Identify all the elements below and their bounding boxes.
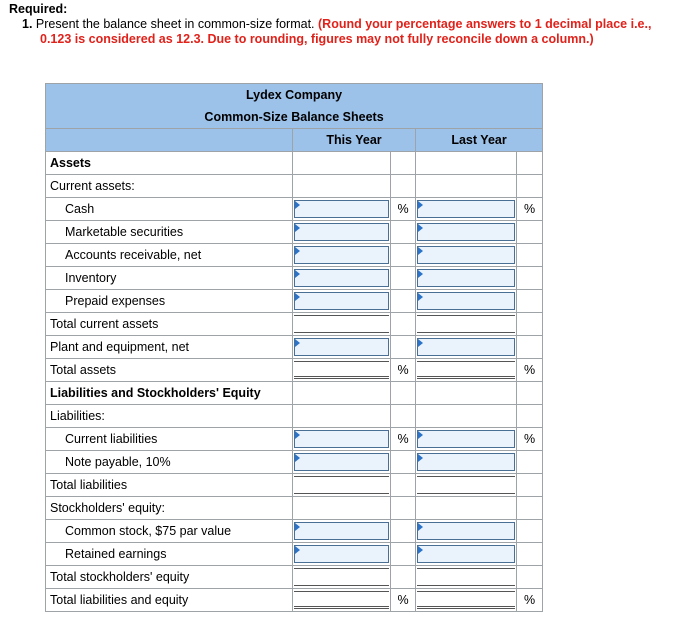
row-label: Common stock, $75 par value (46, 520, 293, 543)
percent-sign: % (517, 589, 543, 612)
row-label: Prepaid expenses (46, 290, 293, 313)
common-size-balance-sheet (45, 83, 543, 612)
row-label: Total liabilities (46, 474, 293, 497)
required-heading: Required: (9, 2, 68, 16)
retained-earnings-this-year-input[interactable] (294, 545, 389, 563)
row-label: Total current assets (46, 313, 293, 336)
row-label: Marketable securities (46, 221, 293, 244)
percent-sign: % (517, 198, 543, 221)
company-name: Lydex Company (46, 84, 543, 107)
percent-sign: % (391, 589, 416, 612)
common-stock-last-year-input[interactable] (417, 522, 515, 540)
cash-this-year-input[interactable] (294, 200, 389, 218)
col-header-this-year: This Year (293, 129, 416, 152)
marketable-securities-this-year-input[interactable] (294, 223, 389, 241)
percent-sign: % (391, 359, 416, 382)
common-stock-this-year-input[interactable] (294, 522, 389, 540)
accounts-receivable-this-year-input[interactable] (294, 246, 389, 264)
row-label: Liabilities: (46, 405, 293, 428)
question-body: Present the balance sheet in common-size format. (35, 17, 315, 31)
total-liabilities-this-year-value (294, 476, 389, 494)
row-label: Liabilities and Stockholders' Equity (46, 382, 293, 405)
marketable-securities-last-year-input[interactable] (417, 223, 515, 241)
total-liabilities-last-year-value (417, 476, 515, 494)
rounding-note: (Round your percentage answers to 1 decimal place i.e., 0.123 is considered as 12.3. Due to rounding, figures may not fully reconcile down a column.) (40, 17, 652, 46)
row-label: Note payable, 10% (46, 451, 293, 474)
total-equity-this-year-value (294, 568, 389, 586)
plant-equipment-last-year-input[interactable] (417, 338, 515, 356)
col-header-last-year: Last Year (416, 129, 543, 152)
row-label: Stockholders' equity: (46, 497, 293, 520)
prepaid-expenses-last-year-input[interactable] (417, 292, 515, 310)
prepaid-expenses-this-year-input[interactable] (294, 292, 389, 310)
row-label: Total stockholders' equity (46, 566, 293, 589)
sheet-title: Common-Size Balance Sheets (46, 106, 543, 129)
total-liabilities-equity-last-year-value (417, 591, 515, 609)
total-assets-this-year-value (294, 361, 389, 379)
current-liabilities-last-year-input[interactable] (417, 430, 515, 448)
inventory-last-year-input[interactable] (417, 269, 515, 287)
instructions (9, 2, 659, 47)
row-label: Accounts receivable, net (46, 244, 293, 267)
row-label: Current liabilities (46, 428, 293, 451)
question-text (9, 17, 659, 47)
total-current-assets-this-year-value (294, 315, 389, 333)
row-label: Current assets: (46, 175, 293, 198)
percent-sign: % (517, 359, 543, 382)
percent-sign: % (517, 428, 543, 451)
note-payable-last-year-input[interactable] (417, 453, 515, 471)
question-number: 1. (22, 17, 33, 31)
row-label: Retained earnings (46, 543, 293, 566)
total-liabilities-equity-this-year-value (294, 591, 389, 609)
cash-last-year-input[interactable] (417, 200, 515, 218)
row-label: Plant and equipment, net (46, 336, 293, 359)
inventory-this-year-input[interactable] (294, 269, 389, 287)
note-payable-this-year-input[interactable] (294, 453, 389, 471)
total-assets-last-year-value (417, 361, 515, 379)
accounts-receivable-last-year-input[interactable] (417, 246, 515, 264)
row-label: Total liabilities and equity (46, 589, 293, 612)
label-header (46, 129, 293, 152)
retained-earnings-last-year-input[interactable] (417, 545, 515, 563)
row-label: Assets (46, 152, 293, 175)
row-label: Total assets (46, 359, 293, 382)
plant-equipment-this-year-input[interactable] (294, 338, 389, 356)
percent-sign: % (391, 428, 416, 451)
row-label: Inventory (46, 267, 293, 290)
total-equity-last-year-value (417, 568, 515, 586)
current-liabilities-this-year-input[interactable] (294, 430, 389, 448)
row-label: Cash (46, 198, 293, 221)
percent-sign: % (391, 198, 416, 221)
total-current-assets-last-year-value (417, 315, 515, 333)
